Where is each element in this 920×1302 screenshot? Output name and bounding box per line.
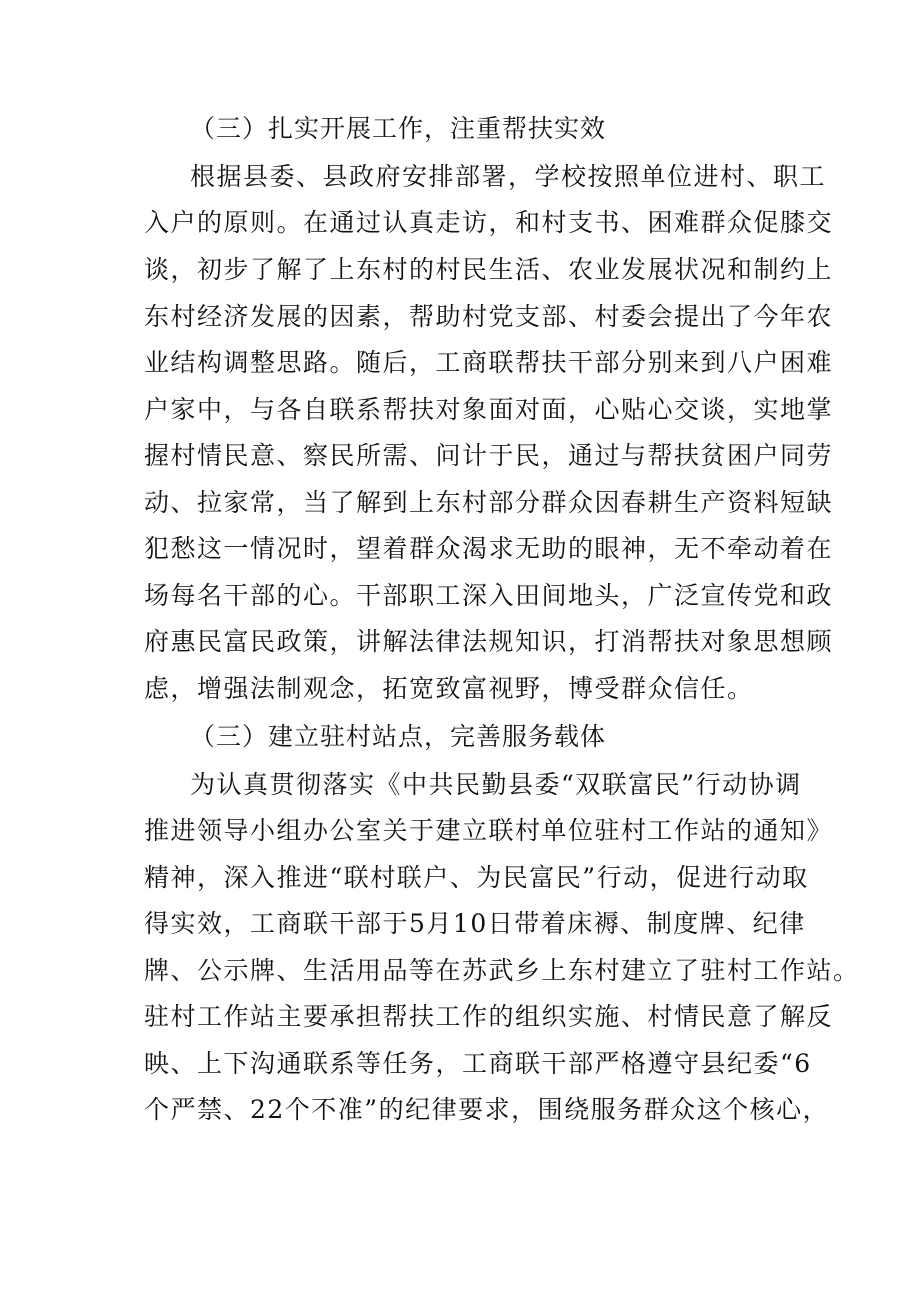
paragraph-1-line-5: 业结构调整思路。随后，工商联帮扶干部分别来到八户困难: [144, 348, 834, 377]
paragraph-1-line-4: 东村经济发展的因素，帮助村党支部、村委会提出了今年农: [144, 302, 834, 331]
section-heading-1: （三）扎实开展工作，注重帮扶实效: [190, 114, 607, 143]
section-heading-2: （三）建立驻村站点，完善服务载体: [190, 722, 607, 751]
paragraph-1-line-6: 户家中，与各自联系帮扶对象面对面，心贴心交谈，实地掌: [144, 395, 834, 424]
paragraph-1-line-7: 握村情民意、察民所需、问计于民，通过与帮扶贫困户同劳: [144, 441, 834, 470]
paragraph-1-line-1: 根据县委、县政府安排部署，学校按照单位进村、职工: [190, 162, 827, 191]
paragraph-1-line-3: 谈，初步了解了上东村的村民生活、农业发展状况和制约上: [144, 255, 834, 284]
paragraph-2-line-8: 个严禁、22个不准”的纪律要求，围绕服务群众这个核心，: [144, 1095, 830, 1124]
paragraph-1-line-9: 犯愁这一情况时，望着群众渴求无助的眼神，无不牵动着在: [144, 534, 834, 563]
paragraph-2-line-3: 精神，深入推进“联村联户、为民富民”行动，促进行动取: [144, 863, 809, 892]
paragraph-2-line-6: 驻村工作站主要承担帮扶工作的组织实施、村情民意了解反: [144, 1002, 834, 1031]
paragraph-1-line-10: 场每名干部的心。干部职工深入田间地头，广泛宣传党和政: [144, 581, 834, 610]
paragraph-2-line-7: 映、上下沟通联系等任务，工商联干部严格遵守县纪委“6: [144, 1049, 812, 1078]
paragraph-2-line-2: 推进领导小组办公室关于建立联村单位驻村工作站的通知》: [144, 816, 834, 845]
paragraph-1-line-2: 入户的原则。在通过认真走访，和村支书、困难群众促膝交: [144, 208, 834, 237]
paragraph-1-line-8: 动、拉家常，当了解到上东村部分群众因春耕生产资料短缺: [144, 488, 834, 517]
paragraph-2-line-5: 牌、公示牌、生活用品等在苏武乡上东村建立了驻村工作站。: [144, 956, 860, 985]
paragraph-2-line-4: 得实效，工商联干部于5月10日带着床褥、制度牌、纪律: [144, 909, 806, 938]
paragraph-1-line-11: 府惠民富民政策，讲解法律法规知识，打消帮扶对象思想顾: [144, 627, 834, 656]
paragraph-2-line-1: 为认真贯彻落实《中共民勤县委“双联富民”行动协调: [190, 770, 802, 799]
paragraph-1-line-12: 虑，增强法制观念，拓宽致富视野，博受群众信任。: [144, 674, 754, 703]
